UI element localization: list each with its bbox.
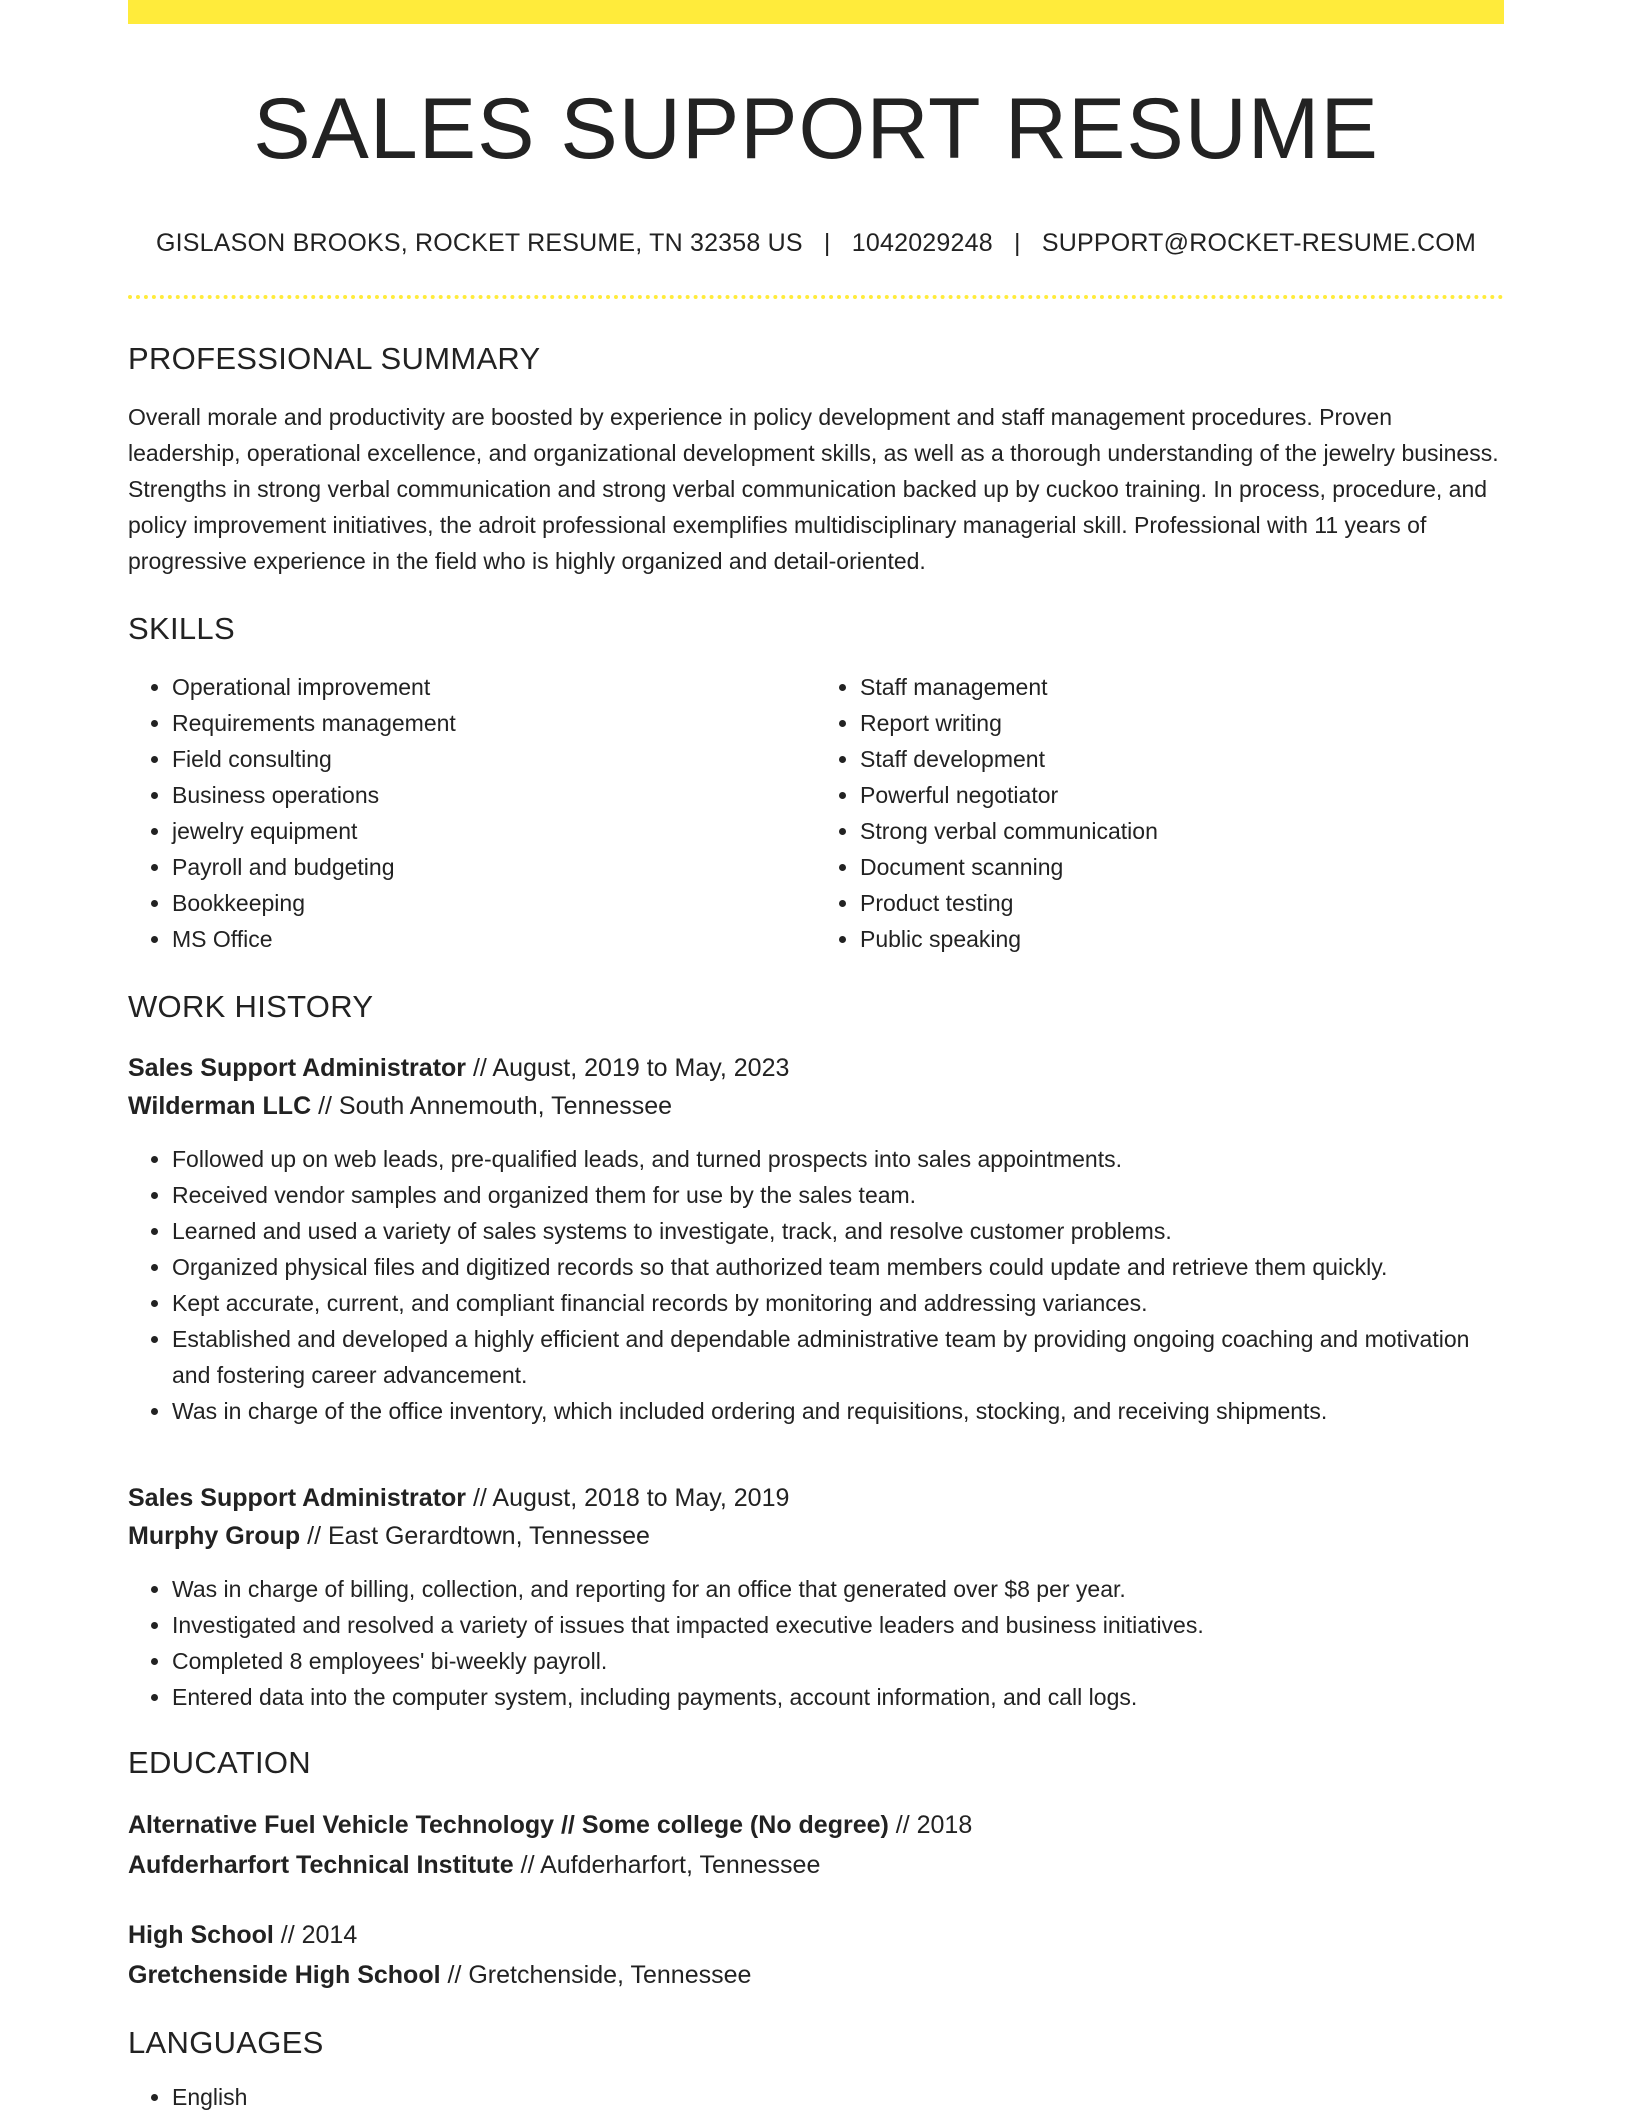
- education-year: // 2014: [273, 1920, 358, 1949]
- dotted-divider: [128, 295, 1504, 299]
- job-bullet: • Was in charge of billing, collection, and reporting for an office that generated over $8 per year.: [172, 1571, 1504, 1607]
- job-dates: // August, 2018 to May, 2019: [466, 1483, 790, 1512]
- education-degree: High School: [128, 1920, 274, 1949]
- contact-address: GISLASON BROOKS, ROCKET RESUME, TN 32358 US: [156, 228, 803, 257]
- skill-item: • Document scanning: [860, 849, 1504, 885]
- job-bullet: • Organized physical files and digitized records so that authorized team members could update and retrieve them quickly.: [172, 1249, 1504, 1285]
- resume-title: SALES SUPPORT RESUME: [253, 81, 1379, 177]
- skill-item: • Operational improvement: [172, 669, 816, 705]
- languages-heading: LANGUAGES: [128, 2024, 324, 2060]
- skills-right-column: [816, 669, 1504, 957]
- education-school: Aufderharfort Technical Institute: [128, 1850, 514, 1879]
- education-school-line: [128, 1955, 1504, 1995]
- job-bullet: • Followed up on web leads, pre-qualified leads, and turned prospects into sales appointments.: [172, 1141, 1504, 1177]
- contact-line: [128, 229, 1504, 258]
- top-accent-bar: [128, 0, 1504, 24]
- job-title-line: [128, 1479, 1504, 1517]
- job-entry: [128, 1049, 1504, 1429]
- job-bullet: • Investigated and resolved a variety of issues that impacted executive leaders and business initiatives.: [172, 1607, 1504, 1643]
- contact-email: SUPPORT@ROCKET-RESUME.COM: [1041, 228, 1476, 257]
- skill-item: • Report writing: [860, 705, 1504, 741]
- skill-item: • Staff development: [860, 741, 1504, 777]
- job-location: // South Annemouth, Tennessee: [311, 1091, 673, 1120]
- job-location: // East Gerardtown, Tennessee: [300, 1521, 650, 1550]
- education-degree: Alternative Fuel Vehicle Technology // Some college (No degree): [128, 1810, 889, 1839]
- job-company: Murphy Group: [128, 1521, 301, 1550]
- skills-left-column: [128, 669, 816, 957]
- job-bullet: • Entered data into the computer system, including payments, account information, and call logs.: [172, 1679, 1504, 1715]
- job-bullet: • Established and developed a highly efficient and dependable administrative team by providing ongoing coaching and motivation and fostering career advancement.: [172, 1321, 1504, 1393]
- skills-list: [128, 669, 1504, 957]
- job-bullet: • Completed 8 employees' bi-weekly payroll.: [172, 1643, 1504, 1679]
- education-degree-line: [128, 1805, 1504, 1845]
- skill-item: • Strong verbal communication: [860, 813, 1504, 849]
- skill-item: • Bookkeeping: [172, 885, 816, 921]
- education-degree-line: [128, 1915, 1504, 1955]
- skills-heading: SKILLS: [128, 610, 235, 646]
- education-location: // Gretchenside, Tennessee: [440, 1960, 752, 1989]
- contact-separator: |: [823, 228, 831, 257]
- education-school: Gretchenside High School: [128, 1960, 441, 1989]
- education-school-line: [128, 1845, 1504, 1885]
- job-entry: [128, 1479, 1504, 1715]
- job-role: Sales Support Administrator: [128, 1053, 467, 1082]
- job-company: Wilderman LLC: [128, 1091, 312, 1120]
- skill-item: • MS Office: [172, 921, 816, 957]
- skill-item: • Business operations: [172, 777, 816, 813]
- education-year: // 2018: [888, 1810, 973, 1839]
- education-location: // Aufderharfort, Tennessee: [513, 1850, 821, 1879]
- job-company-line: [128, 1517, 1504, 1555]
- job-dates: // August, 2019 to May, 2023: [466, 1053, 790, 1082]
- resume-page: [128, 0, 1504, 2115]
- skill-item: • Product testing: [860, 885, 1504, 921]
- summary-heading: PROFESSIONAL SUMMARY: [128, 340, 541, 376]
- job-bullet: • Learned and used a variety of sales systems to investigate, track, and resolve customer problems.: [172, 1213, 1504, 1249]
- work-history-heading: WORK HISTORY: [128, 988, 374, 1024]
- job-company-line: [128, 1087, 1504, 1125]
- contact-separator: |: [1013, 228, 1021, 257]
- skill-item: • Payroll and budgeting: [172, 849, 816, 885]
- skill-item: • Powerful negotiator: [860, 777, 1504, 813]
- education-entry: [128, 1915, 1504, 1995]
- summary-text: Overall morale and productivity are boosted by experience in policy development and staff management procedures. Proven leadership, operational excellence, and organizational development skills, as well as a thorough understanding of the jewelry business. Strengths in strong verbal communication and strong verbal communication backed up by cuckoo training. In process, procedure, and policy improvement initiatives, the adroit professional exemplifies multidisciplinary managerial skill. Professional with 11 years of progressive experience in the field who is highly organized and detail-oriented.: [128, 403, 1499, 574]
- job-title-line: [128, 1049, 1504, 1087]
- job-bullets: [128, 1141, 1504, 1429]
- job-bullet: • Kept accurate, current, and compliant financial records by monitoring and addressing variances.: [172, 1285, 1504, 1321]
- language-item: • English: [172, 2079, 1504, 2115]
- job-bullet: • Received vendor samples and organized them for use by the sales team.: [172, 1177, 1504, 1213]
- education-heading: EDUCATION: [128, 1744, 311, 1780]
- job-bullets: [128, 1571, 1504, 1715]
- skill-item: • jewelry equipment: [172, 813, 816, 849]
- education-entry: [128, 1805, 1504, 1885]
- contact-phone: 1042029248: [851, 228, 993, 257]
- job-role: Sales Support Administrator: [128, 1483, 467, 1512]
- languages-list: [128, 2079, 1504, 2115]
- job-bullet: • Was in charge of the office inventory, which included ordering and requisitions, stocking, and receiving shipments.: [172, 1393, 1504, 1429]
- skill-item: • Field consulting: [172, 741, 816, 777]
- skill-item: • Staff management: [860, 669, 1504, 705]
- skill-item: • Requirements management: [172, 705, 816, 741]
- skill-item: • Public speaking: [860, 921, 1504, 957]
